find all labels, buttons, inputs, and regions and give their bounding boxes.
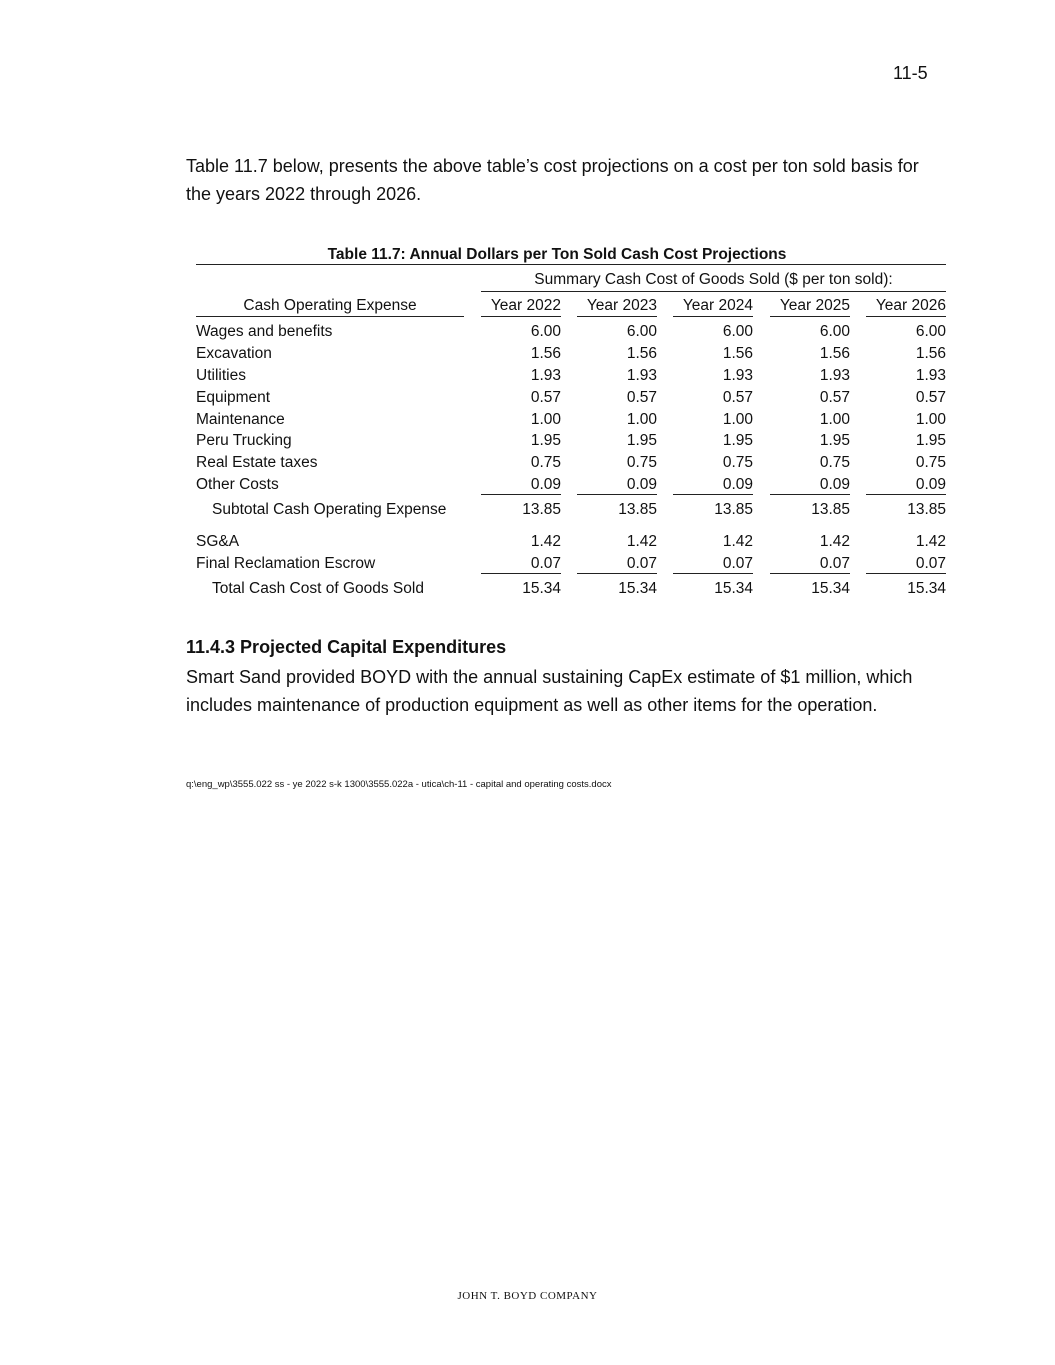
cell-value: 1.56 [915, 345, 946, 362]
table-row [196, 475, 946, 495]
total-row [196, 579, 946, 599]
row-label: Excavation [196, 345, 272, 362]
cell-value: 6.00 [530, 323, 561, 340]
cell-value: 1.93 [819, 367, 850, 384]
cell-value: 15.34 [522, 580, 561, 597]
cell-value: 0.75 [722, 454, 753, 471]
row-label: Peru Trucking [196, 432, 292, 449]
cell-value: 15.34 [714, 580, 753, 597]
subtotal-row [196, 500, 946, 520]
section-body: Smart Sand provided BOYD with the annual sustaining CapEx estimate of $1 million, which includes maintenance of production equipment as well as other items for the operation. [186, 667, 913, 715]
cell-value: 13.85 [618, 501, 657, 518]
cell-value: 6.00 [915, 323, 946, 340]
cell-value: 0.07 [722, 555, 753, 572]
total-rule [673, 573, 753, 574]
cell-value: 1.95 [915, 432, 946, 449]
cell-value: 0.75 [626, 454, 657, 471]
cell-value: 1.95 [819, 432, 850, 449]
cell-value: 0.75 [819, 454, 850, 471]
total-rule [866, 573, 946, 574]
table-row [196, 453, 946, 473]
table-row [196, 322, 946, 342]
cell-value: 1.95 [722, 432, 753, 449]
row-label: Utilities [196, 367, 246, 384]
cell-value: 0.57 [626, 389, 657, 406]
cell-value: 0.07 [626, 555, 657, 572]
cell-value: 1.56 [626, 345, 657, 362]
row-label: Real Estate taxes [196, 454, 318, 471]
table-row [196, 532, 946, 552]
cell-value: 13.85 [522, 501, 561, 518]
table-title [196, 246, 946, 264]
summary-header: Summary Cash Cost of Goods Sold ($ per ton sold): [534, 271, 893, 288]
cell-value: 0.07 [530, 555, 561, 572]
cell-value: 6.00 [819, 323, 850, 340]
table-title-text: Table 11.7: Annual Dollars per Ton Sold Cash Cost Projections [327, 246, 787, 263]
table-row [196, 344, 946, 364]
cell-value: 1.95 [530, 432, 561, 449]
cell-value: 1.56 [819, 345, 850, 362]
cell-value: 1.93 [530, 367, 561, 384]
subtotal-rule [770, 494, 850, 495]
table-row [196, 431, 946, 451]
cell-value: 0.07 [915, 555, 946, 572]
cell-value: 1.42 [915, 533, 946, 550]
cell-value: 1.42 [626, 533, 657, 550]
column-header-year: Year 2023 [586, 297, 657, 314]
cell-value: 13.85 [714, 501, 753, 518]
table-header-row [196, 296, 946, 316]
cell-value: 0.57 [530, 389, 561, 406]
cell-value: 0.09 [530, 476, 561, 493]
cell-value: 1.00 [722, 411, 753, 428]
header-year-rule [577, 316, 657, 317]
cell-value: 0.57 [722, 389, 753, 406]
cell-value: 1.00 [530, 411, 561, 428]
cell-value: 6.00 [626, 323, 657, 340]
cell-value: 0.07 [819, 555, 850, 572]
cell-value: 0.57 [915, 389, 946, 406]
row-label: SG&A [196, 533, 240, 550]
cell-value: 1.56 [530, 345, 561, 362]
cell-value: 1.00 [915, 411, 946, 428]
subtotal-rule [673, 494, 753, 495]
cell-value: 0.09 [626, 476, 657, 493]
footer-company-name: JOHN T. BOYD COMPANY [457, 1290, 598, 1302]
section-heading: 11.4.3 Projected Capital Expenditures [186, 637, 507, 657]
cell-value: 0.75 [915, 454, 946, 471]
header-year-rule [866, 316, 946, 317]
row-label: Maintenance [196, 411, 285, 428]
total-rule [770, 573, 850, 574]
cell-value: 1.93 [722, 367, 753, 384]
table-title-rule [196, 264, 946, 265]
cell-value: 15.34 [907, 580, 946, 597]
row-label: Final Reclamation Escrow [196, 555, 376, 572]
cell-value: 1.93 [626, 367, 657, 384]
row-label: Equipment [196, 389, 271, 406]
cell-value: 1.42 [530, 533, 561, 550]
cell-value: 13.85 [907, 501, 946, 518]
cell-value: 13.85 [811, 501, 850, 518]
row-label: Total Cash Cost of Goods Sold [212, 580, 424, 597]
summary-header-rule [481, 291, 946, 292]
table-row [196, 388, 946, 408]
cell-value: 1.93 [915, 367, 946, 384]
column-header-year: Year 2025 [779, 297, 850, 314]
cell-value: 0.75 [530, 454, 561, 471]
column-header-expense: Cash Operating Expense [243, 297, 417, 314]
table-row [196, 554, 946, 574]
total-rule [481, 573, 561, 574]
cell-value: 0.09 [722, 476, 753, 493]
cell-value: 0.09 [915, 476, 946, 493]
subtotal-rule [481, 494, 561, 495]
subtotal-rule [577, 494, 657, 495]
file-path: q:\eng_wp\3555.022 ss - ye 2022 s-k 1300\3555.022a - utica\ch-11 - capital and operating costs.docx [186, 779, 612, 790]
cell-value: 0.57 [819, 389, 850, 406]
cell-value: 1.56 [722, 345, 753, 362]
row-label: Subtotal Cash Operating Expense [212, 501, 447, 518]
intro-paragraph: Table 11.7 below, presents the above table’s cost projections on a cost per ton sold basis for the years 2022 through 2026. [186, 156, 919, 204]
cell-value: 1.95 [626, 432, 657, 449]
column-header-year: Year 2024 [682, 297, 753, 314]
header-year-rule [481, 316, 561, 317]
column-header-year: Year 2026 [875, 297, 946, 314]
row-label: Wages and benefits [196, 323, 333, 340]
cell-value: 1.42 [722, 533, 753, 550]
header-label-rule [196, 316, 464, 317]
column-header-year: Year 2022 [490, 297, 561, 314]
cell-value: 1.42 [819, 533, 850, 550]
table-row [196, 410, 946, 430]
header-year-rule [673, 316, 753, 317]
cell-value: 1.00 [819, 411, 850, 428]
row-label: Other Costs [196, 476, 279, 493]
header-year-rule [770, 316, 850, 317]
cell-value: 15.34 [618, 580, 657, 597]
page-number: 11-5 [893, 63, 928, 83]
cell-value: 15.34 [811, 580, 850, 597]
cell-value: 0.09 [819, 476, 850, 493]
cell-value: 6.00 [722, 323, 753, 340]
subtotal-rule [866, 494, 946, 495]
table-row [196, 366, 946, 386]
total-rule [577, 573, 657, 574]
cell-value: 1.00 [626, 411, 657, 428]
